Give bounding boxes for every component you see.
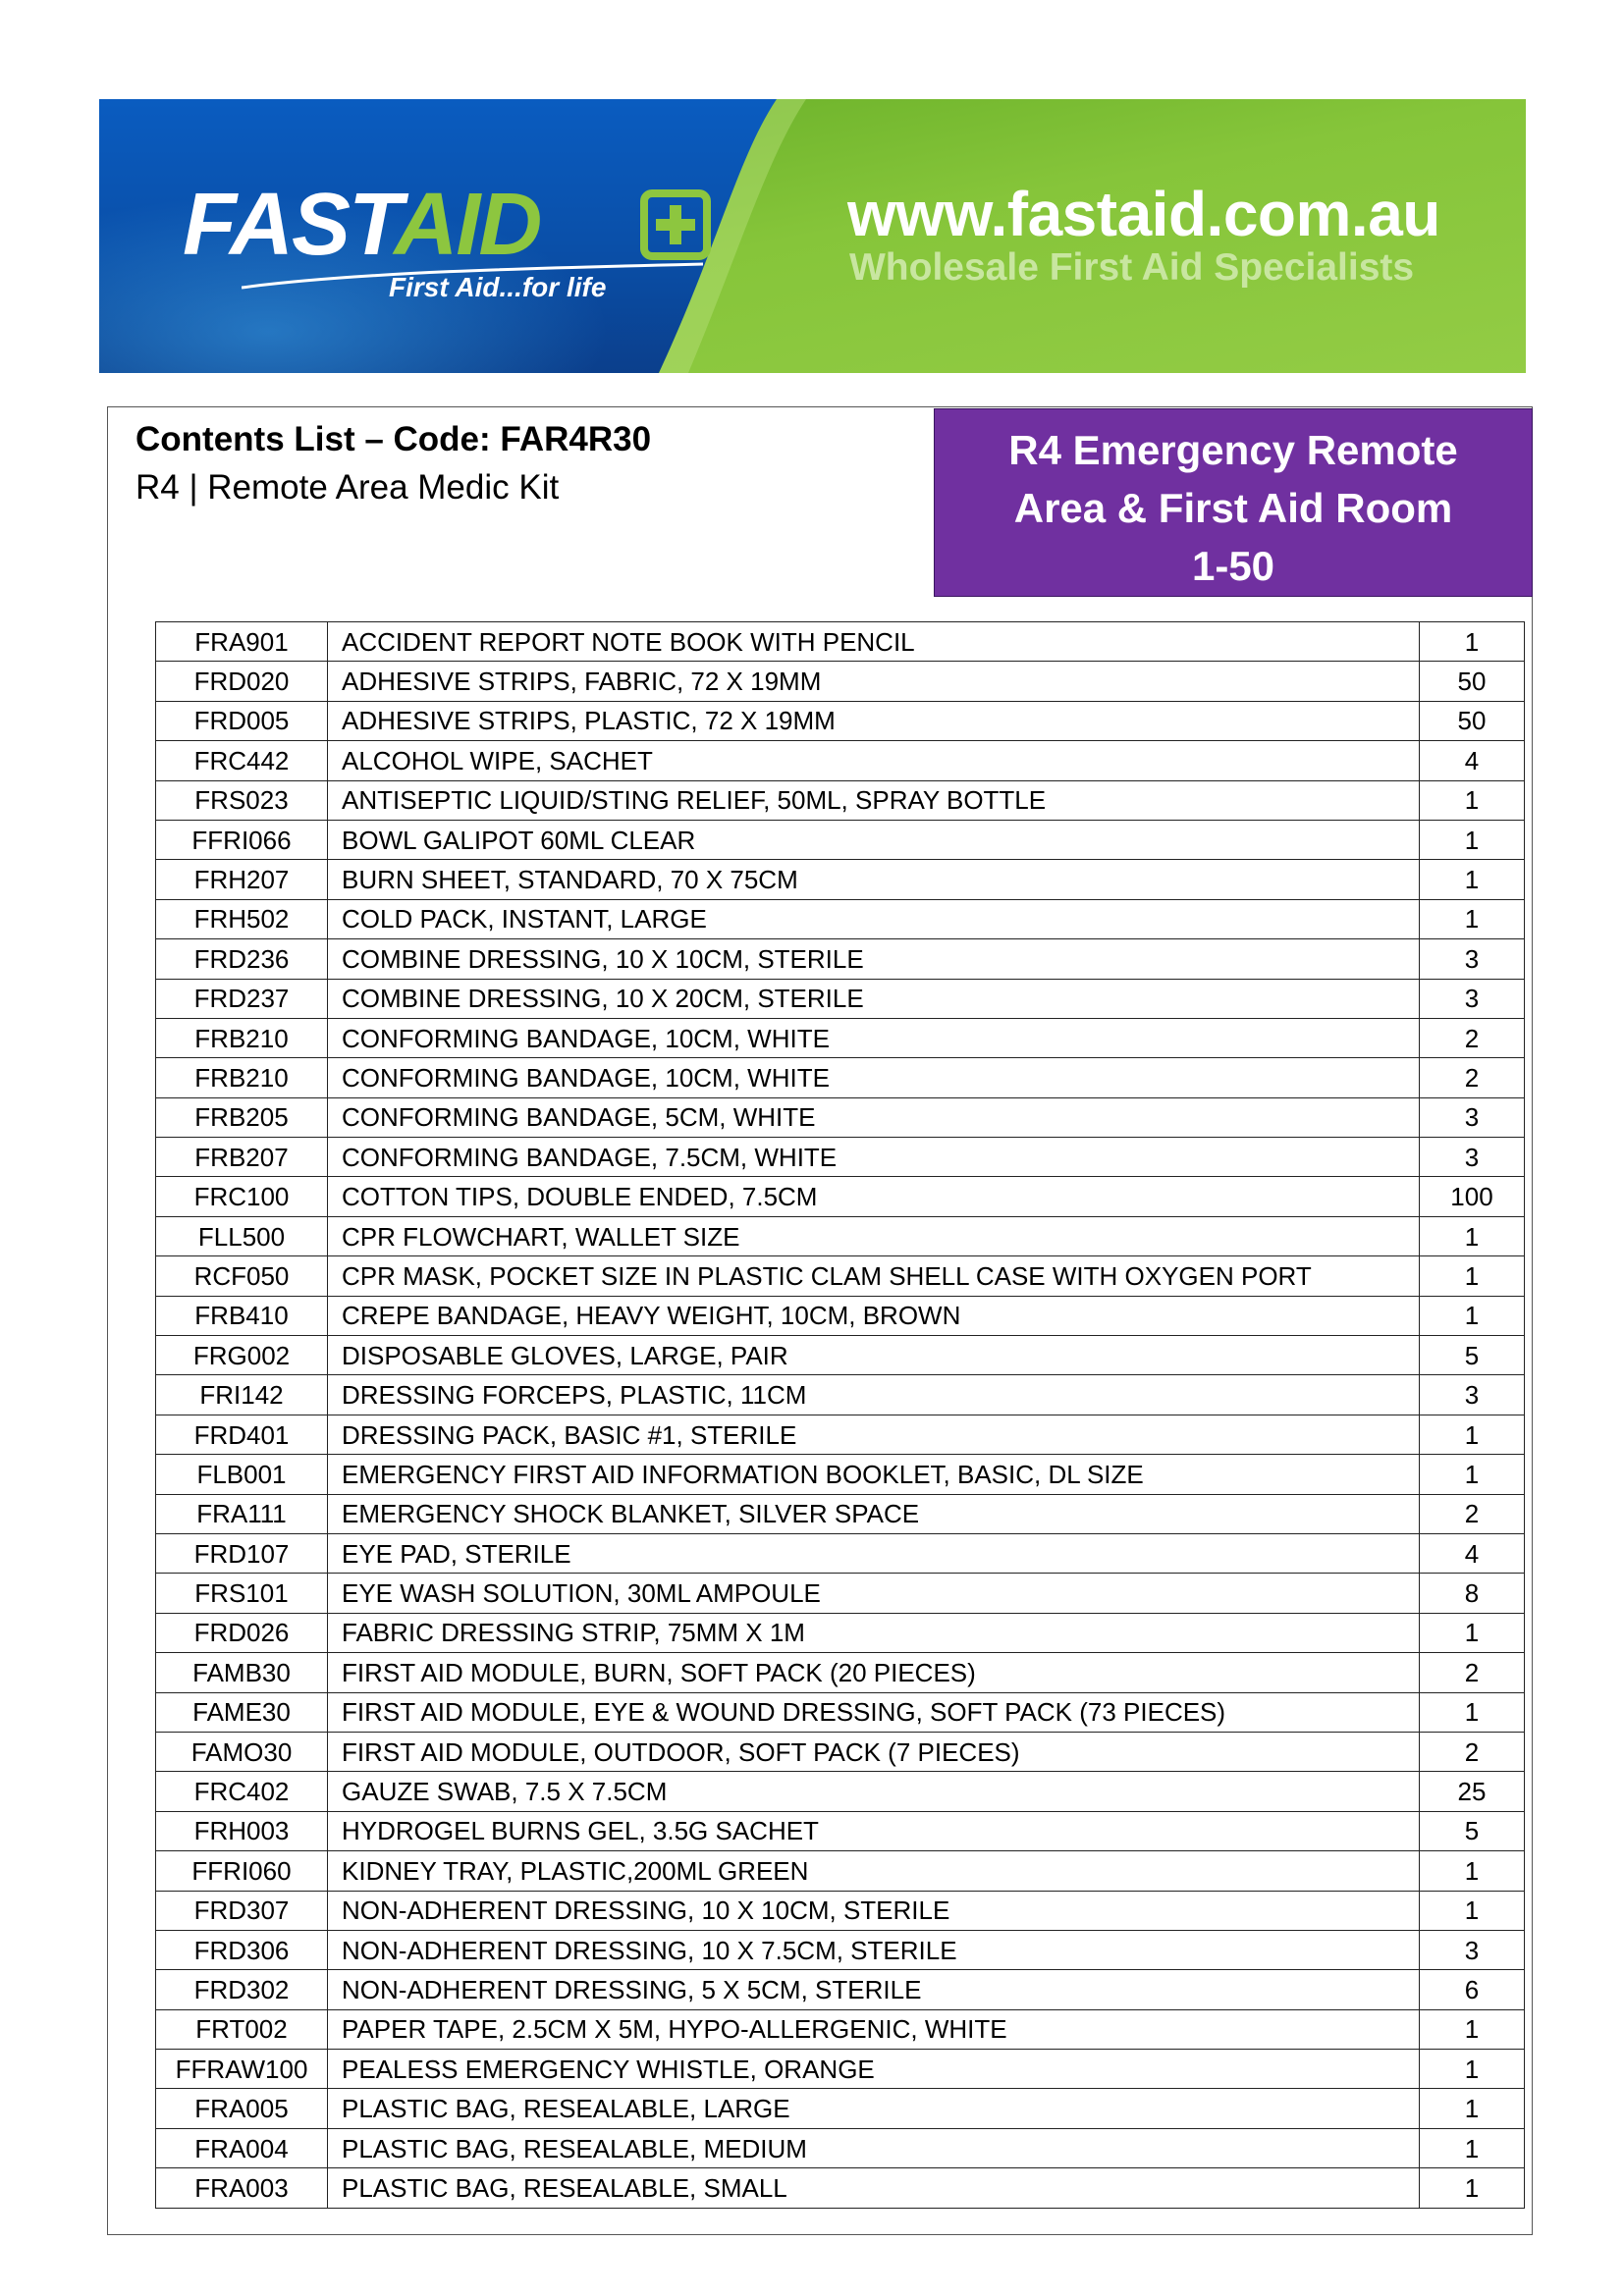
item-description: CONFORMING BANDAGE, 10CM, WHITE — [328, 1058, 1420, 1097]
item-quantity: 4 — [1420, 1533, 1525, 1573]
website-url: www.fastaid.com.au — [847, 179, 1440, 249]
item-code: FRB410 — [156, 1296, 328, 1335]
table-row — [156, 979, 1525, 1018]
table-row — [156, 2050, 1525, 2089]
table-row — [156, 1574, 1525, 1613]
item-code: RCF050 — [156, 1256, 328, 1296]
item-code: FRD026 — [156, 1613, 328, 1652]
item-description: ACCIDENT REPORT NOTE BOOK WITH PENCIL — [328, 622, 1420, 662]
item-code: FRD020 — [156, 662, 328, 701]
item-code: FRD107 — [156, 1533, 328, 1573]
item-quantity: 1 — [1420, 2128, 1525, 2167]
item-description: NON-ADHERENT DRESSING, 10 X 7.5CM, STERILE — [328, 1930, 1420, 1969]
item-quantity: 2 — [1420, 1732, 1525, 1771]
item-description: EMERGENCY FIRST AID INFORMATION BOOKLET, BASIC, DL SIZE — [328, 1455, 1420, 1494]
item-quantity: 3 — [1420, 939, 1525, 979]
table-row — [156, 1216, 1525, 1255]
item-description: CONFORMING BANDAGE, 7.5CM, WHITE — [328, 1138, 1420, 1177]
table-row — [156, 899, 1525, 938]
item-quantity: 1 — [1420, 1256, 1525, 1296]
item-description: FIRST AID MODULE, OUTDOOR, SOFT PACK (7 PIECES) — [328, 1732, 1420, 1771]
item-code: FRH207 — [156, 860, 328, 899]
item-code: FRB207 — [156, 1138, 328, 1177]
item-description: EYE PAD, STERILE — [328, 1533, 1420, 1573]
item-quantity: 3 — [1420, 979, 1525, 1018]
item-code: FRD237 — [156, 979, 328, 1018]
item-quantity: 1 — [1420, 899, 1525, 938]
table-row — [156, 701, 1525, 740]
item-description: PAPER TAPE, 2.5CM X 5M, HYPO-ALLERGENIC, WHITE — [328, 2009, 1420, 2049]
item-description: COMBINE DRESSING, 10 X 20CM, STERILE — [328, 979, 1420, 1018]
table-row — [156, 1732, 1525, 1771]
item-description: NON-ADHERENT DRESSING, 5 X 5CM, STERILE — [328, 1970, 1420, 2009]
item-code: FRA111 — [156, 1494, 328, 1533]
item-description: GAUZE SWAB, 7.5 X 7.5CM — [328, 1772, 1420, 1811]
item-code: FFRAW100 — [156, 2050, 328, 2089]
item-quantity: 25 — [1420, 1772, 1525, 1811]
table-row — [156, 1138, 1525, 1177]
category-box — [934, 408, 1533, 597]
category-line-1: R4 Emergency Remote — [1008, 427, 1458, 473]
table-row — [156, 1336, 1525, 1375]
item-description: BURN SHEET, STANDARD, 70 X 75CM — [328, 860, 1420, 899]
category-line-2: Area & First Aid Room — [1013, 485, 1453, 531]
table-row — [156, 860, 1525, 899]
table-row — [156, 1296, 1525, 1335]
table-row — [156, 2128, 1525, 2167]
item-code: FRS101 — [156, 1574, 328, 1613]
item-code: FRD005 — [156, 701, 328, 740]
table-row — [156, 2168, 1525, 2208]
item-quantity: 3 — [1420, 1930, 1525, 1969]
item-code: FRI142 — [156, 1375, 328, 1415]
item-quantity: 1 — [1420, 820, 1525, 859]
item-description: CONFORMING BANDAGE, 5CM, WHITE — [328, 1097, 1420, 1137]
table-row — [156, 1891, 1525, 1930]
item-description: EYE WASH SOLUTION, 30ML AMPOULE — [328, 1574, 1420, 1613]
item-quantity: 1 — [1420, 2050, 1525, 2089]
table-row — [156, 1930, 1525, 1969]
item-quantity: 1 — [1420, 1216, 1525, 1255]
table-row — [156, 1018, 1525, 1057]
item-code: FRD236 — [156, 939, 328, 979]
logo-aid-text: AID — [394, 176, 541, 274]
item-description: PEALESS EMERGENCY WHISTLE, ORANGE — [328, 2050, 1420, 2089]
item-code: FRS023 — [156, 780, 328, 820]
item-code: FRA004 — [156, 2128, 328, 2167]
item-quantity: 2 — [1420, 1018, 1525, 1057]
item-description: CPR FLOWCHART, WALLET SIZE — [328, 1216, 1420, 1255]
item-description: COTTON TIPS, DOUBLE ENDED, 7.5CM — [328, 1177, 1420, 1216]
page-title: Contents List – Code: FAR4R30 — [135, 420, 652, 458]
item-description: CPR MASK, POCKET SIZE IN PLASTIC CLAM SHELL CASE WITH OXYGEN PORT — [328, 1256, 1420, 1296]
table-row — [156, 662, 1525, 701]
item-quantity: 50 — [1420, 662, 1525, 701]
item-description: KIDNEY TRAY, PLASTIC,200ML GREEN — [328, 1851, 1420, 1891]
item-quantity: 1 — [1420, 1455, 1525, 1494]
item-description: ADHESIVE STRIPS, FABRIC, 72 X 19MM — [328, 662, 1420, 701]
item-code: FLL500 — [156, 1216, 328, 1255]
table-row — [156, 1415, 1525, 1454]
item-description: FIRST AID MODULE, BURN, SOFT PACK (20 PIECES) — [328, 1653, 1420, 1692]
item-code: FRA005 — [156, 2089, 328, 2128]
item-code: FFRI060 — [156, 1851, 328, 1891]
item-description: ANTISEPTIC LIQUID/STING RELIEF, 50ML, SPRAY BOTTLE — [328, 780, 1420, 820]
item-code: FRD302 — [156, 1970, 328, 2009]
item-quantity: 5 — [1420, 1811, 1525, 1850]
item-code: FRG002 — [156, 1336, 328, 1375]
item-description: ALCOHOL WIPE, SACHET — [328, 741, 1420, 780]
item-quantity: 100 — [1420, 1177, 1525, 1216]
item-code: FRA901 — [156, 622, 328, 662]
contents-table-body — [156, 622, 1525, 2209]
logo-tagline: First Aid...for life — [389, 272, 607, 302]
item-code: FRH502 — [156, 899, 328, 938]
item-quantity: 1 — [1420, 780, 1525, 820]
table-row — [156, 780, 1525, 820]
table-row — [156, 1494, 1525, 1533]
item-code: FLB001 — [156, 1455, 328, 1494]
table-row — [156, 1613, 1525, 1652]
item-description: DRESSING FORCEPS, PLASTIC, 11CM — [328, 1375, 1420, 1415]
table-row — [156, 1692, 1525, 1732]
table-row — [156, 1772, 1525, 1811]
plus-icon — [640, 189, 711, 260]
item-quantity: 3 — [1420, 1097, 1525, 1137]
item-description: CREPE BANDAGE, HEAVY WEIGHT, 10CM, BROWN — [328, 1296, 1420, 1335]
table-row — [156, 622, 1525, 662]
item-code: FAME30 — [156, 1692, 328, 1732]
item-description: DRESSING PACK, BASIC #1, STERILE — [328, 1415, 1420, 1454]
item-quantity: 4 — [1420, 741, 1525, 780]
item-description: COMBINE DRESSING, 10 X 10CM, STERILE — [328, 939, 1420, 979]
item-quantity: 50 — [1420, 701, 1525, 740]
category-line-3: 1-50 — [1191, 543, 1275, 589]
table-row — [156, 1851, 1525, 1891]
item-code: FRC402 — [156, 1772, 328, 1811]
item-quantity: 2 — [1420, 1058, 1525, 1097]
table-row — [156, 1811, 1525, 1850]
item-description: FABRIC DRESSING STRIP, 75MM X 1M — [328, 1613, 1420, 1652]
item-description: PLASTIC BAG, RESEALABLE, MEDIUM — [328, 2128, 1420, 2167]
item-code: FRB205 — [156, 1097, 328, 1137]
item-quantity: 1 — [1420, 2168, 1525, 2208]
item-code: FAMB30 — [156, 1653, 328, 1692]
item-description: EMERGENCY SHOCK BLANKET, SILVER SPACE — [328, 1494, 1420, 1533]
header-banner — [99, 99, 1526, 373]
table-row — [156, 2009, 1525, 2049]
item-description: DISPOSABLE GLOVES, LARGE, PAIR — [328, 1336, 1420, 1375]
item-description: NON-ADHERENT DRESSING, 10 X 10CM, STERILE — [328, 1891, 1420, 1930]
item-code: FAMO30 — [156, 1732, 328, 1771]
fastaid-logo — [183, 176, 732, 313]
item-quantity: 1 — [1420, 622, 1525, 662]
table-row — [156, 939, 1525, 979]
item-quantity: 3 — [1420, 1138, 1525, 1177]
item-code: FRA003 — [156, 2168, 328, 2208]
item-quantity: 8 — [1420, 1574, 1525, 1613]
table-row — [156, 1058, 1525, 1097]
table-row — [156, 1533, 1525, 1573]
page-subtitle: R4 | Remote Area Medic Kit — [135, 468, 560, 507]
table-row — [156, 1970, 1525, 2009]
item-quantity: 2 — [1420, 1494, 1525, 1533]
table-row — [156, 1256, 1525, 1296]
item-code: FRD306 — [156, 1930, 328, 1969]
item-code: FRB210 — [156, 1058, 328, 1097]
item-quantity: 1 — [1420, 860, 1525, 899]
item-description: FIRST AID MODULE, EYE & WOUND DRESSING, SOFT PACK (73 PIECES) — [328, 1692, 1420, 1732]
item-description: PLASTIC BAG, RESEALABLE, SMALL — [328, 2168, 1420, 2208]
item-quantity: 1 — [1420, 1891, 1525, 1930]
item-quantity: 6 — [1420, 1970, 1525, 2009]
item-code: FRH003 — [156, 1811, 328, 1850]
table-row — [156, 1375, 1525, 1415]
item-code: FRD401 — [156, 1415, 328, 1454]
contents-table — [155, 621, 1525, 2209]
item-description: BOWL GALIPOT 60ML CLEAR — [328, 820, 1420, 859]
table-row — [156, 741, 1525, 780]
item-quantity: 1 — [1420, 1692, 1525, 1732]
logo-fast-text: FAST — [183, 176, 395, 274]
item-code: FRB210 — [156, 1018, 328, 1057]
item-quantity: 1 — [1420, 1415, 1525, 1454]
item-quantity: 1 — [1420, 1296, 1525, 1335]
item-code: FRT002 — [156, 2009, 328, 2049]
banner-tagline: Wholesale First Aid Specialists — [849, 246, 1415, 289]
item-quantity: 5 — [1420, 1336, 1525, 1375]
item-code: FRD307 — [156, 1891, 328, 1930]
item-quantity: 2 — [1420, 1653, 1525, 1692]
item-quantity: 1 — [1420, 1613, 1525, 1652]
item-quantity: 1 — [1420, 1851, 1525, 1891]
item-description: CONFORMING BANDAGE, 10CM, WHITE — [328, 1018, 1420, 1057]
table-row — [156, 1455, 1525, 1494]
item-quantity: 1 — [1420, 2089, 1525, 2128]
table-row — [156, 2089, 1525, 2128]
table-row — [156, 1097, 1525, 1137]
item-description: ADHESIVE STRIPS, PLASTIC, 72 X 19MM — [328, 701, 1420, 740]
item-code: FRC442 — [156, 741, 328, 780]
table-row — [156, 1177, 1525, 1216]
item-code: FRC100 — [156, 1177, 328, 1216]
item-quantity: 3 — [1420, 1375, 1525, 1415]
item-description: COLD PACK, INSTANT, LARGE — [328, 899, 1420, 938]
item-description: PLASTIC BAG, RESEALABLE, LARGE — [328, 2089, 1420, 2128]
item-code: FFRI066 — [156, 820, 328, 859]
item-description: HYDROGEL BURNS GEL, 3.5G SACHET — [328, 1811, 1420, 1850]
table-row — [156, 1653, 1525, 1692]
table-row — [156, 820, 1525, 859]
item-quantity: 1 — [1420, 2009, 1525, 2049]
